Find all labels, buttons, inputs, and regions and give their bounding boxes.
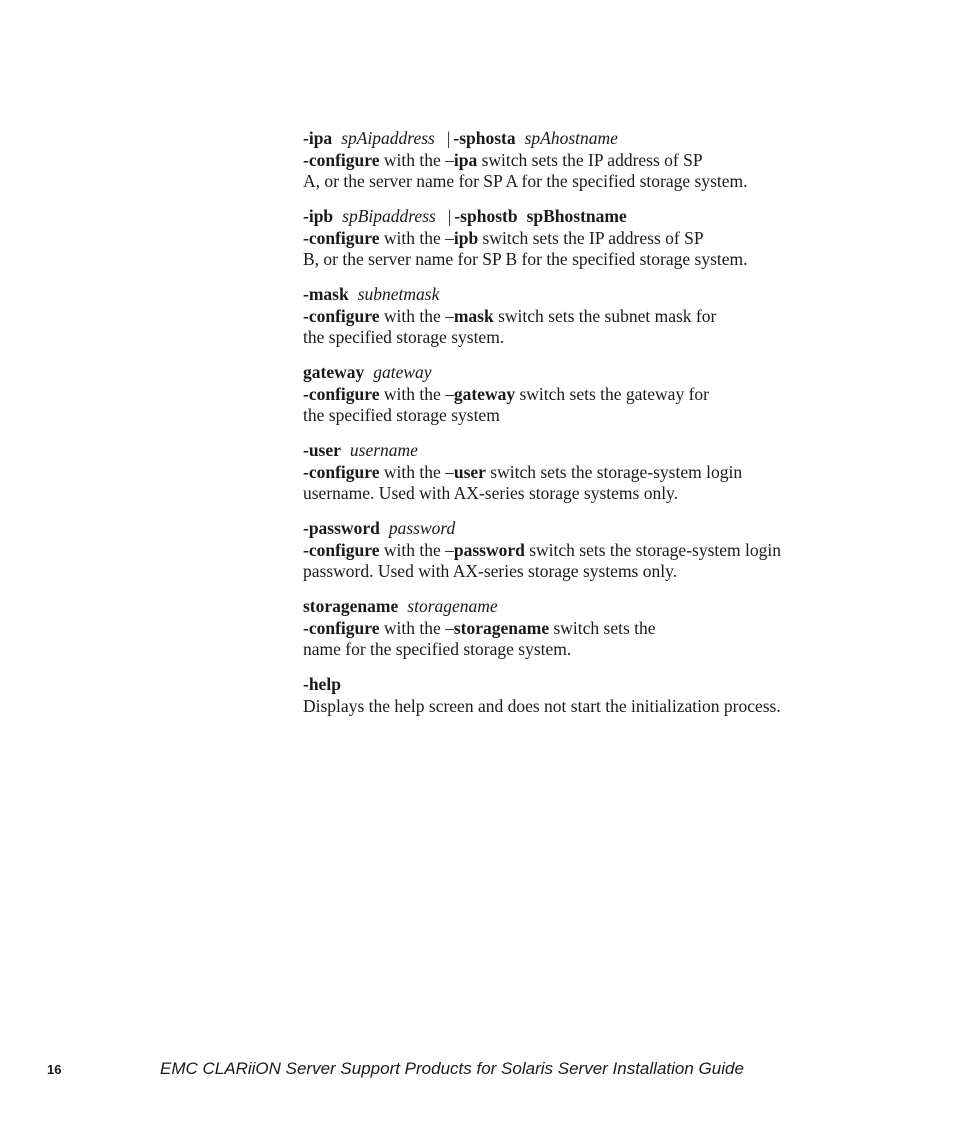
option-term: [303, 596, 863, 618]
switch-ref: gateway: [453, 383, 516, 404]
option-description: [303, 540, 863, 583]
option-term: [303, 206, 863, 228]
desc-text: with the –: [379, 227, 454, 248]
option-term: [303, 518, 863, 540]
switch-name: storagename: [303, 596, 399, 616]
option-entry-ipb: [303, 206, 863, 271]
desc-text: B, or the server name for SP B for the specified storage system.: [303, 249, 748, 269]
argument-name: subnetmask: [357, 284, 440, 304]
footer-title: EMC CLARiiON Server Support Products for Solaris Server Installation Guide: [160, 1059, 744, 1078]
argument-name: gateway: [373, 362, 432, 382]
desc-text: switch sets the gateway for: [515, 383, 709, 404]
separator: |: [447, 206, 452, 226]
desc-text: username. Used with AX-series storage systems only.: [303, 483, 679, 503]
switch-name: -mask: [303, 284, 349, 304]
switch-name: -ipa: [303, 128, 333, 148]
option-description: [303, 462, 863, 505]
option-entry-gateway: [303, 362, 863, 427]
option-term: [303, 440, 863, 462]
desc-text: with the –: [379, 383, 454, 404]
option-entry-help: [303, 674, 863, 717]
configure-switch: -configure: [303, 617, 380, 638]
configure-switch: -configure: [303, 539, 380, 560]
option-term: [303, 128, 863, 150]
switch-name: -help: [303, 674, 341, 694]
switch-ref: ipb: [453, 227, 479, 248]
argument-name: spBhostname: [526, 206, 627, 226]
desc-text: with the –: [379, 305, 454, 326]
argument-name: spAhostname: [524, 128, 618, 148]
configure-switch: -configure: [303, 149, 380, 170]
desc-text: with the –: [379, 149, 454, 170]
switch-ref: password: [453, 539, 525, 560]
option-entry-password: [303, 518, 863, 583]
argument-name: password: [388, 518, 456, 538]
desc-text: switch sets the storage-system login: [485, 461, 743, 482]
argument-name: username: [349, 440, 418, 460]
option-term: [303, 674, 863, 696]
switch-ref: ipa: [453, 149, 478, 170]
desc-text: A, or the server name for SP A for the specified storage system.: [303, 171, 748, 191]
option-term: [303, 284, 863, 306]
desc-text: switch sets the IP address of SP: [478, 227, 704, 248]
switch-name: -password: [303, 518, 380, 538]
switch-ref: mask: [453, 305, 494, 326]
configure-switch: -configure: [303, 227, 380, 248]
desc-text: the specified storage system.: [303, 327, 505, 347]
desc-text: the specified storage system: [303, 405, 500, 425]
option-entry-user: [303, 440, 863, 505]
main-content: [303, 128, 863, 731]
argument-name: spBipaddress: [342, 206, 436, 226]
option-description: [303, 150, 863, 193]
option-description: [303, 306, 863, 349]
option-entry-ipa: [303, 128, 863, 193]
desc-text: switch sets the storage-system login: [524, 539, 781, 560]
configure-switch: -configure: [303, 461, 380, 482]
argument-name: storagename: [407, 596, 498, 616]
option-description: [303, 618, 863, 661]
page-footer: [0, 1058, 954, 1082]
desc-text: with the –: [379, 617, 454, 638]
switch-ref: storagename: [453, 617, 550, 638]
desc-text: with the –: [379, 539, 454, 560]
option-entry-storagename: [303, 596, 863, 661]
desc-text: password. Used with AX-series storage systems only.: [303, 561, 678, 581]
argument-name: spAipaddress: [341, 128, 435, 148]
option-description: Displays the help screen and does not start the initialization process.: [303, 695, 781, 716]
switch-name: -sphosta: [453, 128, 516, 148]
option-entry-mask: [303, 284, 863, 349]
option-description: [303, 384, 863, 427]
switch-ref: user: [453, 461, 486, 482]
option-description: [303, 228, 863, 271]
page-number: 16: [47, 1062, 62, 1077]
configure-switch: -configure: [303, 383, 380, 404]
option-term: [303, 362, 863, 384]
switch-name: gateway: [303, 362, 365, 382]
desc-text: name for the specified storage system.: [303, 639, 572, 659]
switch-name: -sphostb: [454, 206, 518, 226]
desc-text: switch sets the: [549, 617, 656, 638]
desc-text: switch sets the subnet mask for: [493, 305, 717, 326]
separator: |: [446, 128, 451, 148]
configure-switch: -configure: [303, 305, 380, 326]
desc-text: with the –: [379, 461, 454, 482]
desc-text: switch sets the IP address of SP: [477, 149, 703, 170]
switch-name: -user: [303, 440, 341, 460]
switch-name: -ipb: [303, 206, 334, 226]
